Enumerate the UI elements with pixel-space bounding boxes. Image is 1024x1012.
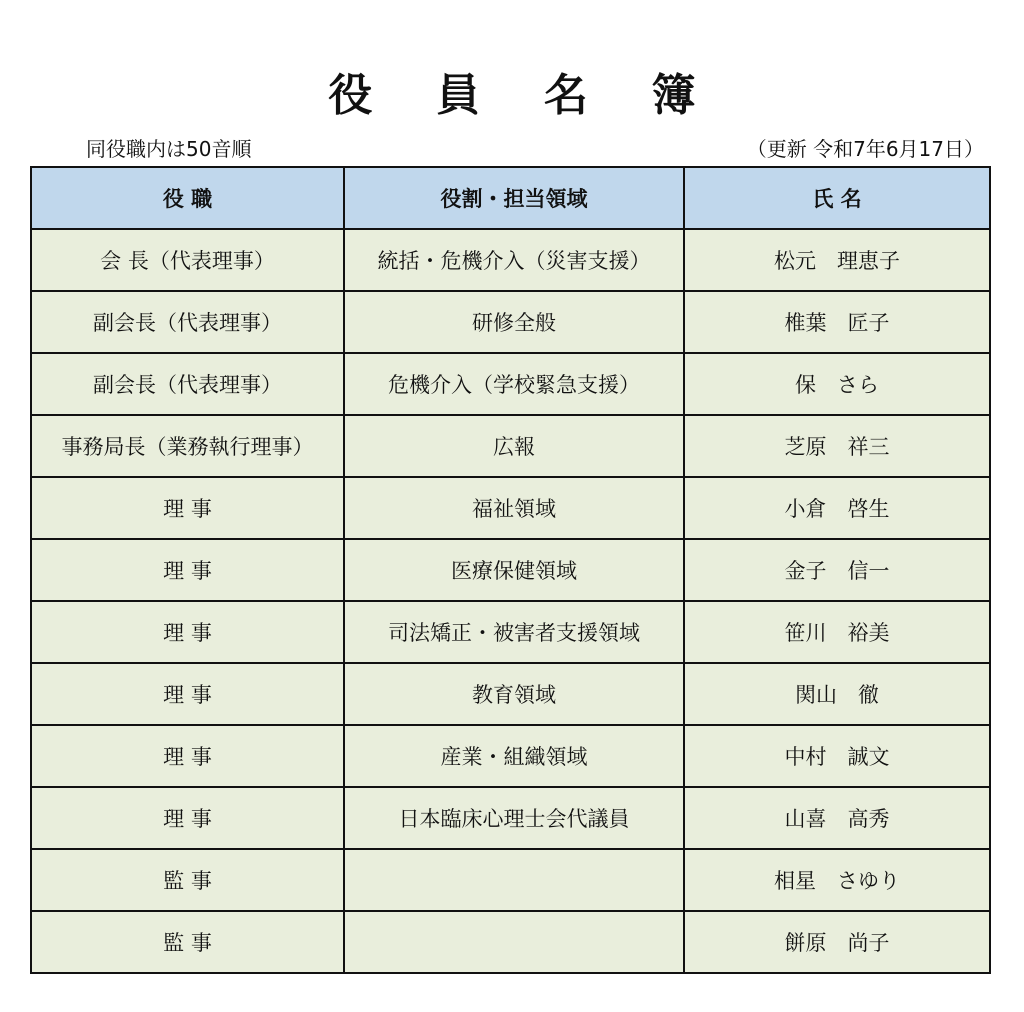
position-cell: 理 事	[31, 663, 344, 725]
name-cell: 椎葉 匠子	[684, 291, 990, 353]
name-cell: 芝原 祥三	[684, 415, 990, 477]
role-area-cell: 危機介入（学校緊急支援）	[344, 353, 684, 415]
name-cell: 小倉 啓生	[684, 477, 990, 539]
name-cell: 中村 誠文	[684, 725, 990, 787]
table-row	[31, 787, 990, 849]
position-cell: 監 事	[31, 849, 344, 911]
officer-roster-table	[30, 166, 991, 974]
role-area-cell: 統括・危機介入（災害支援）	[344, 229, 684, 291]
update-date-note: （更新 令和7年6月17日）	[746, 137, 984, 161]
table-row	[31, 849, 990, 911]
role-area-cell	[344, 849, 684, 911]
table-row	[31, 911, 990, 973]
role-area-cell: 福祉領域	[344, 477, 684, 539]
table-row	[31, 229, 990, 291]
name-cell: 松元 理恵子	[684, 229, 990, 291]
position-cell: 副会長（代表理事）	[31, 291, 344, 353]
header-position: 役 職	[31, 167, 344, 229]
table-row	[31, 725, 990, 787]
table-header-row	[31, 167, 990, 229]
position-cell: 理 事	[31, 787, 344, 849]
role-area-cell: 日本臨床心理士会代議員	[344, 787, 684, 849]
position-cell: 理 事	[31, 725, 344, 787]
name-cell: 餅原 尚子	[684, 911, 990, 973]
name-cell: 関山 徹	[684, 663, 990, 725]
position-cell: 理 事	[31, 539, 344, 601]
position-cell: 副会長（代表理事）	[31, 353, 344, 415]
table-row	[31, 353, 990, 415]
position-cell: 理 事	[31, 601, 344, 663]
header-name: 氏 名	[684, 167, 990, 229]
role-area-cell: 産業・組織領域	[344, 725, 684, 787]
name-cell: 笹川 裕美	[684, 601, 990, 663]
position-cell: 事務局長（業務執行理事）	[31, 415, 344, 477]
name-cell: 相星 さゆり	[684, 849, 990, 911]
position-cell: 監 事	[31, 911, 344, 973]
table-row	[31, 291, 990, 353]
role-area-cell: 司法矯正・被害者支援領域	[344, 601, 684, 663]
role-area-cell: 医療保健領域	[344, 539, 684, 601]
name-cell: 山喜 高秀	[684, 787, 990, 849]
name-cell: 保 さら	[684, 353, 990, 415]
page-title: 役 員 名 簿	[328, 70, 720, 121]
table-row	[31, 415, 990, 477]
role-area-cell: 教育領域	[344, 663, 684, 725]
table-row	[31, 601, 990, 663]
table-row	[31, 663, 990, 725]
sort-order-note: 同役職内は50音順	[86, 137, 252, 161]
role-area-cell: 広報	[344, 415, 684, 477]
header-role-area: 役割・担当領域	[344, 167, 684, 229]
position-cell: 会 長（代表理事）	[31, 229, 344, 291]
table-row	[31, 539, 990, 601]
table-row	[31, 477, 990, 539]
role-area-cell	[344, 911, 684, 973]
name-cell: 金子 信一	[684, 539, 990, 601]
position-cell: 理 事	[31, 477, 344, 539]
role-area-cell: 研修全般	[344, 291, 684, 353]
